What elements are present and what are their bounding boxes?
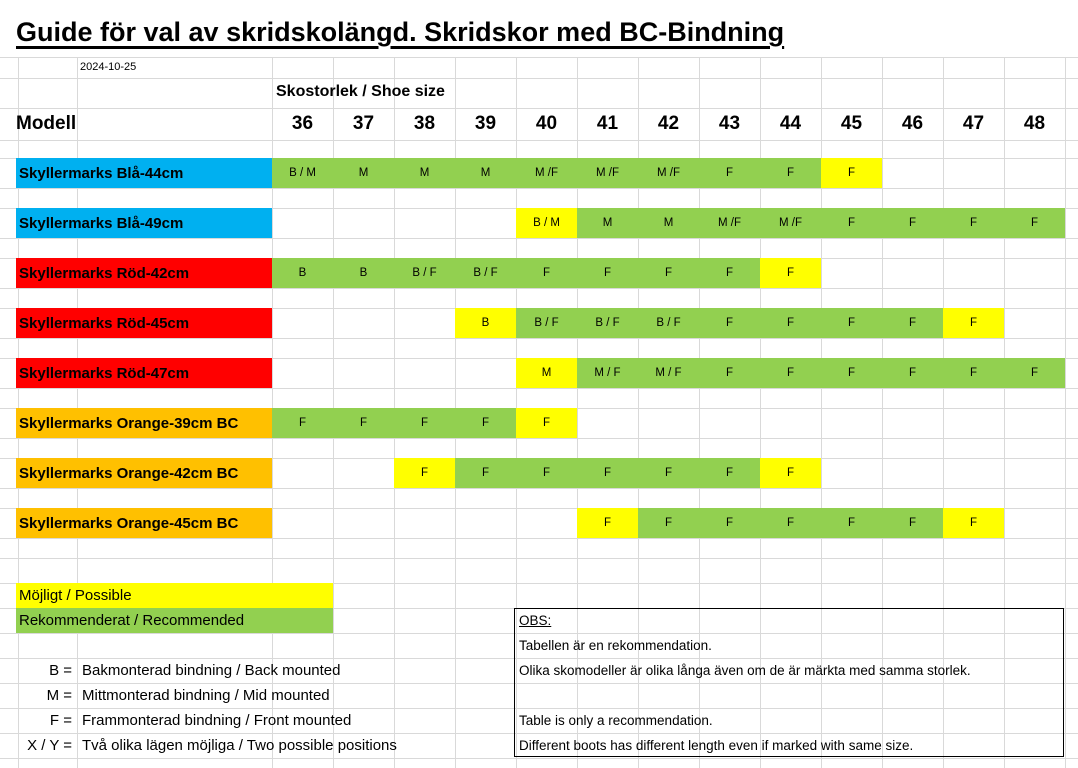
size-cell[interactable]: F (882, 358, 943, 388)
size-cell[interactable]: F (394, 458, 455, 488)
size-cell[interactable]: F (638, 458, 699, 488)
note-line: Tabellen är en rekommendation. (519, 638, 712, 653)
size-cell[interactable]: F (760, 458, 821, 488)
size-cell[interactable]: F (760, 258, 821, 288)
size-cell[interactable]: M (333, 158, 394, 188)
date-label: 2024-10-25 (80, 61, 137, 73)
size-cell[interactable]: B (272, 258, 333, 288)
model-label[interactable]: Skyllermarks Röd-47cm (16, 358, 272, 388)
size-cell[interactable]: B / M (516, 208, 577, 238)
size-header-48: 48 (1023, 113, 1046, 134)
size-cell[interactable]: F (516, 408, 577, 438)
note-line: Different boots has different length even if marked with same size. (519, 738, 914, 753)
size-cell[interactable]: M /F (577, 158, 638, 188)
size-cell[interactable]: F (577, 458, 638, 488)
size-header-40: 40 (535, 113, 558, 134)
definition-text: Mittmonterad bindning / Mid mounted (82, 687, 330, 704)
size-header-44: 44 (779, 113, 802, 134)
size-cell[interactable]: F (943, 208, 1004, 238)
size-cell[interactable]: F (1004, 208, 1065, 238)
shoe-size-group-label: Skostorlek / Shoe size (276, 83, 445, 100)
size-cell[interactable]: M / F (577, 358, 638, 388)
size-cell[interactable]: B / F (394, 258, 455, 288)
size-cell[interactable]: F (516, 458, 577, 488)
size-cell[interactable]: F (699, 158, 760, 188)
size-cell[interactable]: F (760, 508, 821, 538)
model-label[interactable]: Skyllermarks Röd-42cm (16, 258, 272, 288)
size-header-47: 47 (962, 113, 985, 134)
size-cell[interactable]: M (516, 358, 577, 388)
gridline-h (0, 288, 1078, 289)
size-cell[interactable]: F (821, 308, 882, 338)
gridline-h (0, 538, 1078, 539)
model-column-header: Modell (16, 113, 77, 134)
size-cell[interactable]: F (577, 508, 638, 538)
definition-symbol: F = (49, 712, 72, 729)
size-cell[interactable]: M (638, 208, 699, 238)
size-cell[interactable]: M /F (638, 158, 699, 188)
size-cell[interactable]: F (821, 158, 882, 188)
size-cell[interactable]: F (699, 258, 760, 288)
size-cell[interactable]: B / F (516, 308, 577, 338)
size-cell[interactable]: F (699, 358, 760, 388)
size-header-46: 46 (901, 113, 924, 134)
size-cell[interactable]: M /F (699, 208, 760, 238)
size-cell[interactable]: B / F (455, 258, 516, 288)
size-cell[interactable]: F (455, 408, 516, 438)
gridline-h (0, 238, 1078, 239)
size-cell[interactable]: F (577, 258, 638, 288)
size-cell[interactable]: F (638, 258, 699, 288)
gridline-h (0, 388, 1078, 389)
definition-text: Två olika lägen möjliga / Two possible positions (82, 737, 397, 754)
gridline-h (0, 57, 1078, 58)
size-cell[interactable]: F (699, 508, 760, 538)
size-cell[interactable]: F (943, 308, 1004, 338)
model-label[interactable]: Skyllermarks Blå-44cm (16, 158, 272, 188)
size-cell[interactable]: M (455, 158, 516, 188)
size-cell[interactable]: F (699, 458, 760, 488)
page-title: Guide för val av skridskolängd. Skridskor med BC-Bindning (16, 17, 785, 47)
size-cell[interactable]: B / F (638, 308, 699, 338)
model-label[interactable]: Skyllermarks Blå-49cm (16, 208, 272, 238)
gridline-h (0, 338, 1078, 339)
size-cell[interactable]: F (760, 158, 821, 188)
size-header-42: 42 (657, 113, 680, 134)
size-cell[interactable]: B (455, 308, 516, 338)
size-cell[interactable]: M / F (638, 358, 699, 388)
model-label[interactable]: Skyllermarks Orange-39cm BC (16, 408, 272, 438)
gridline-h (0, 140, 1078, 141)
size-cell[interactable]: F (882, 308, 943, 338)
size-cell[interactable]: B (333, 258, 394, 288)
size-cell[interactable]: F (638, 508, 699, 538)
gridline-h (0, 78, 1078, 79)
legend-recommended: Rekommenderat / Recommended (16, 608, 333, 633)
legend-possible: Möjligt / Possible (16, 583, 333, 608)
size-header-43: 43 (718, 113, 741, 134)
size-cell[interactable]: M /F (516, 158, 577, 188)
note-line: Table is only a recommendation. (519, 713, 713, 728)
definition-symbol: B = (49, 662, 72, 679)
gridline-h (0, 488, 1078, 489)
size-header-36: 36 (291, 113, 314, 134)
size-cell[interactable]: F (333, 408, 394, 438)
definition-text: Bakmonterad bindning / Back mounted (82, 662, 341, 679)
size-cell[interactable]: B / F (577, 308, 638, 338)
size-cell[interactable]: B / M (272, 158, 333, 188)
size-cell[interactable]: F (882, 208, 943, 238)
size-cell[interactable]: M /F (760, 208, 821, 238)
size-header-37: 37 (352, 113, 375, 134)
gridline-h (0, 188, 1078, 189)
size-cell[interactable]: F (760, 308, 821, 338)
size-header-39: 39 (474, 113, 497, 134)
size-cell[interactable]: F (516, 258, 577, 288)
gridline-v (1065, 57, 1066, 768)
note-heading: OBS: (519, 613, 552, 628)
size-cell[interactable]: F (882, 508, 943, 538)
size-cell[interactable]: F (943, 508, 1004, 538)
gridline-h (0, 758, 1078, 759)
size-header-41: 41 (596, 113, 619, 134)
size-header-38: 38 (413, 113, 436, 134)
size-cell[interactable]: F (1004, 358, 1065, 388)
definition-symbol: M = (46, 687, 72, 704)
size-cell[interactable]: F (943, 358, 1004, 388)
definition-text: Frammonterad bindning / Front mounted (82, 712, 352, 729)
size-cell[interactable]: F (821, 508, 882, 538)
model-label[interactable]: Skyllermarks Orange-45cm BC (16, 508, 272, 538)
size-cell[interactable]: F (821, 358, 882, 388)
model-label[interactable]: Skyllermarks Röd-45cm (16, 308, 272, 338)
model-label[interactable]: Skyllermarks Orange-42cm BC (16, 458, 272, 488)
size-cell[interactable]: F (394, 408, 455, 438)
gridline-h (0, 438, 1078, 439)
size-cell[interactable]: M (394, 158, 455, 188)
size-cell[interactable]: M (577, 208, 638, 238)
size-cell[interactable]: F (272, 408, 333, 438)
gridline-h (0, 558, 1078, 559)
size-cell[interactable]: F (455, 458, 516, 488)
size-cell[interactable]: F (760, 358, 821, 388)
size-cell[interactable]: F (821, 208, 882, 238)
note-line: Olika skomodeller är olika långa även om de är märkta med samma storlek. (519, 663, 971, 678)
size-cell[interactable]: F (699, 308, 760, 338)
size-header-45: 45 (840, 113, 863, 134)
definition-symbol: X / Y = (27, 737, 72, 754)
